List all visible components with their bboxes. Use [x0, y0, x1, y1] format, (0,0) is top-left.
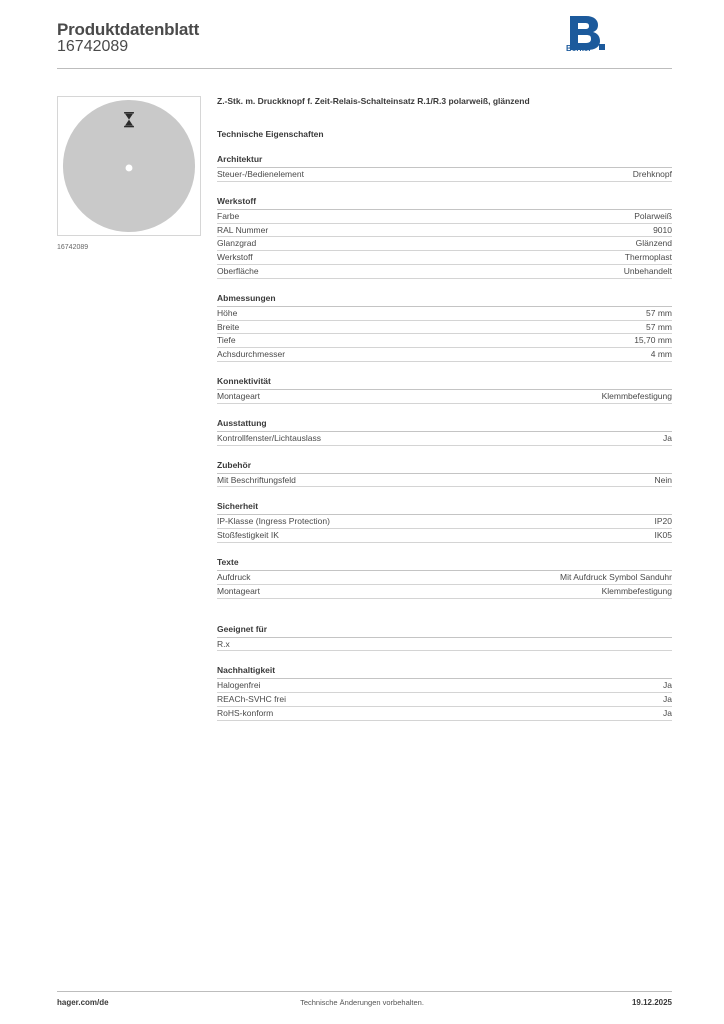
spec-label: Aufdruck	[217, 571, 251, 582]
spec-section	[217, 556, 672, 599]
spec-label: RAL Nummer	[217, 224, 269, 235]
spec-row	[217, 707, 672, 721]
section-heading: Abmessungen	[217, 292, 672, 307]
spec-sections-extra	[217, 623, 672, 721]
spec-label: Kontrollfenster/Lichtauslass	[217, 432, 321, 443]
spec-value: 57 mm	[646, 307, 672, 318]
spec-label: RoHS-konform	[217, 707, 274, 718]
spec-section	[217, 375, 672, 404]
spec-label: Farbe	[217, 210, 240, 221]
spec-section	[217, 459, 672, 488]
section-heading: Sicherheit	[217, 500, 672, 515]
spec-row	[217, 210, 672, 224]
header-divider	[57, 68, 672, 69]
footer-website[interactable]: hager.com/de	[57, 998, 109, 1007]
spec-label: Glanzgrad	[217, 238, 257, 249]
spec-section	[217, 664, 672, 720]
spec-value: 57 mm	[646, 321, 672, 332]
spec-value: Drehknopf	[632, 169, 672, 179]
spec-row	[217, 390, 672, 404]
spec-value: Klemmbefestigung	[601, 585, 672, 596]
spec-label: Stoßfestigkeit IK	[217, 530, 279, 541]
spec-row	[217, 307, 672, 321]
spec-value: Mit Aufdruck Symbol Sanduhr	[560, 571, 672, 582]
spec-label: Mit Beschriftungsfeld	[217, 474, 296, 485]
article-number: 16742089	[57, 38, 129, 55]
spec-row	[217, 571, 672, 585]
spec-row	[217, 334, 672, 348]
spec-value: Thermoplast	[624, 252, 672, 263]
spec-label: Höhe	[217, 307, 238, 318]
spec-row	[217, 237, 672, 251]
spec-label: Achsdurchmesser	[217, 349, 286, 360]
section-heading: Zubehör	[217, 459, 672, 474]
page-title: Produktdatenblatt	[57, 20, 200, 39]
spec-row	[217, 321, 672, 335]
section-heading: Texte	[217, 556, 672, 571]
spec-row	[217, 693, 672, 707]
spec-section	[217, 153, 672, 182]
spec-row	[217, 168, 672, 182]
spec-row	[217, 638, 672, 652]
spec-label: Montageart	[217, 390, 260, 401]
spec-value: Klemmbefestigung	[601, 390, 672, 401]
spec-value: IP20	[654, 516, 672, 527]
spec-value: Nein	[654, 474, 672, 485]
spec-section	[217, 500, 672, 543]
spec-row	[217, 251, 672, 265]
section-heading: Nachhaltigkeit	[217, 664, 672, 679]
spec-row	[217, 224, 672, 238]
logo-text: Berker	[566, 44, 592, 53]
spec-label: IP-Klasse (Ingress Protection)	[217, 516, 330, 527]
spec-label: Steuer-/Bedienelement	[217, 169, 304, 179]
spec-label: Tiefe	[217, 335, 236, 346]
spec-value: Polarweiß	[634, 210, 672, 221]
spec-label: R.x	[217, 638, 230, 649]
spec-value: IK05	[654, 530, 672, 541]
spec-value: 4 mm	[650, 349, 672, 360]
tech-heading: Technische Eigenschaften	[217, 129, 324, 139]
image-caption: 16742089	[57, 244, 89, 251]
section-heading: Geeignet für	[217, 623, 672, 638]
spec-row	[217, 474, 672, 488]
spec-row	[217, 348, 672, 362]
spec-section	[217, 623, 672, 652]
spec-row	[217, 585, 672, 599]
spec-value: Ja	[663, 707, 672, 718]
spec-label: Breite	[217, 321, 240, 332]
spec-sections	[217, 153, 672, 599]
spec-label: Halogenfrei	[217, 680, 261, 691]
product-title: Z.-Stk. m. Druckknopf f. Zeit-Relais-Schalteinsatz R.1/R.3 polarweiß, glänzend	[217, 96, 530, 106]
footer-date: 19.12.2025	[631, 998, 672, 1007]
spec-label: Montageart	[217, 585, 260, 596]
spec-value: Unbehandelt	[623, 265, 672, 276]
spec-value: Ja	[663, 432, 672, 443]
spec-section	[217, 292, 672, 362]
footer-notice: Technische Änderungen vorbehalten.	[300, 998, 424, 1007]
spec-row	[217, 432, 672, 446]
spec-row	[217, 529, 672, 543]
spec-label: REACh-SVHC frei	[217, 694, 286, 705]
spec-value: Glänzend	[635, 238, 672, 249]
spec-label: Oberfläche	[217, 265, 259, 276]
spec-row	[217, 515, 672, 529]
spec-section	[217, 195, 672, 279]
section-heading: Architektur	[217, 153, 672, 168]
footer-divider	[57, 991, 672, 992]
spec-row	[217, 679, 672, 693]
section-heading: Konnektivität	[217, 375, 672, 390]
spec-label: Werkstoff	[217, 252, 253, 263]
section-heading: Ausstattung	[217, 417, 672, 432]
section-heading: Werkstoff	[217, 195, 672, 210]
spec-value: 15,70 mm	[634, 335, 672, 346]
spec-content	[217, 94, 672, 721]
spec-value: Ja	[663, 680, 672, 691]
spec-value: Ja	[663, 694, 672, 705]
spec-row	[217, 265, 672, 279]
spec-section	[217, 417, 672, 446]
product-image	[57, 96, 201, 236]
spec-value: 9010	[653, 224, 672, 235]
